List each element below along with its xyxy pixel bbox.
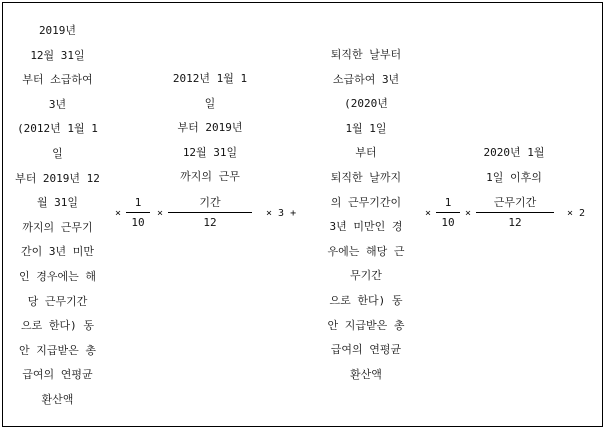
text-line: 으로 한다) 동 bbox=[329, 293, 403, 307]
fraction-service-period-over-12 bbox=[476, 196, 554, 230]
text-line: 퇴직한 날부터 bbox=[330, 48, 402, 61]
fraction-numerator: 1 bbox=[134, 196, 142, 209]
text-line: 안 지급받은 총 bbox=[327, 318, 405, 332]
text-line: 부터 2019년 12 bbox=[15, 171, 100, 185]
text-line: 퇴직한 날까지 bbox=[330, 170, 402, 184]
text-line: 12월 31일 bbox=[30, 48, 85, 62]
text-line: 3년 bbox=[48, 97, 67, 111]
text-line: 1월 1일 bbox=[345, 121, 387, 135]
text-line: 1일 이후의 bbox=[486, 170, 542, 184]
block-post2020-average-pay bbox=[310, 43, 422, 387]
fraction-bar bbox=[126, 212, 150, 213]
text-line: 소급하여 3년 bbox=[332, 72, 400, 86]
text-line: 우에는 해당 근 bbox=[327, 244, 405, 258]
text-line: (2012년 1월 1 bbox=[17, 122, 98, 136]
fraction-bar bbox=[476, 212, 554, 213]
fraction-one-tenth bbox=[126, 196, 150, 230]
multiply-operator: × bbox=[157, 208, 164, 219]
fraction-bar bbox=[436, 212, 460, 213]
text-line: 까지의 근무 bbox=[180, 170, 240, 184]
text-line: 2019년 bbox=[38, 24, 77, 37]
text-line: 월 31일 bbox=[36, 196, 79, 210]
fraction-denominator: 10 bbox=[131, 216, 145, 229]
text-line: 환산액 bbox=[41, 392, 74, 406]
fraction-numerator: 근무기간 bbox=[493, 196, 537, 209]
text-line: 까지의 근무기 bbox=[22, 220, 93, 234]
text-line: 급여의 연평균 bbox=[22, 368, 93, 382]
fraction-denominator: 12 bbox=[508, 216, 522, 229]
text-line: 2012년 1월 1 bbox=[172, 72, 248, 85]
multiply-operator: × bbox=[465, 208, 472, 219]
block-pre2020-service-period bbox=[160, 67, 260, 190]
fraction-service-period-over-12 bbox=[168, 196, 252, 230]
text-line: 12월 31일 bbox=[182, 145, 238, 159]
multiply-two-operator: × 2 bbox=[567, 208, 586, 219]
fraction-denominator: 12 bbox=[203, 216, 217, 229]
text-line: 인 경우에는 해 bbox=[18, 269, 96, 283]
text-line: 급여의 연평균 bbox=[330, 343, 402, 357]
multiply-three-plus-operator: × 3 + bbox=[266, 208, 297, 219]
text-line: 부터 bbox=[355, 146, 377, 160]
block-pre2020-average-pay bbox=[5, 19, 110, 413]
multiply-operator: × bbox=[425, 208, 432, 219]
fraction-numerator: 1 bbox=[444, 196, 452, 209]
fraction-one-tenth bbox=[436, 196, 460, 230]
text-line: 환산액 bbox=[350, 367, 382, 381]
text-line: 일 bbox=[204, 96, 216, 110]
text-line: 으로 한다) 동 bbox=[21, 319, 94, 333]
multiply-operator: × bbox=[115, 208, 122, 219]
block-post2020-service-period bbox=[468, 141, 560, 190]
text-line: 3년 미만인 경 bbox=[329, 220, 403, 234]
fraction-bar bbox=[168, 212, 252, 213]
text-line: 의 근무기간이 bbox=[330, 195, 402, 209]
text-line: 부터 2019년 bbox=[177, 121, 243, 135]
text-line: 당 근무기간 bbox=[27, 294, 88, 308]
text-line: 일 bbox=[52, 146, 63, 160]
text-line: 간이 3년 미만 bbox=[21, 245, 94, 259]
fraction-denominator: 10 bbox=[441, 216, 455, 229]
text-line: 부터 소급하여 bbox=[22, 73, 93, 87]
text-line: 2020년 1월 bbox=[483, 146, 545, 159]
text-line: 무기간 bbox=[350, 269, 382, 283]
fraction-numerator: 기간 bbox=[199, 196, 221, 209]
text-line: 안 지급받은 총 bbox=[18, 343, 96, 357]
text-line: (2020년 bbox=[344, 97, 388, 111]
